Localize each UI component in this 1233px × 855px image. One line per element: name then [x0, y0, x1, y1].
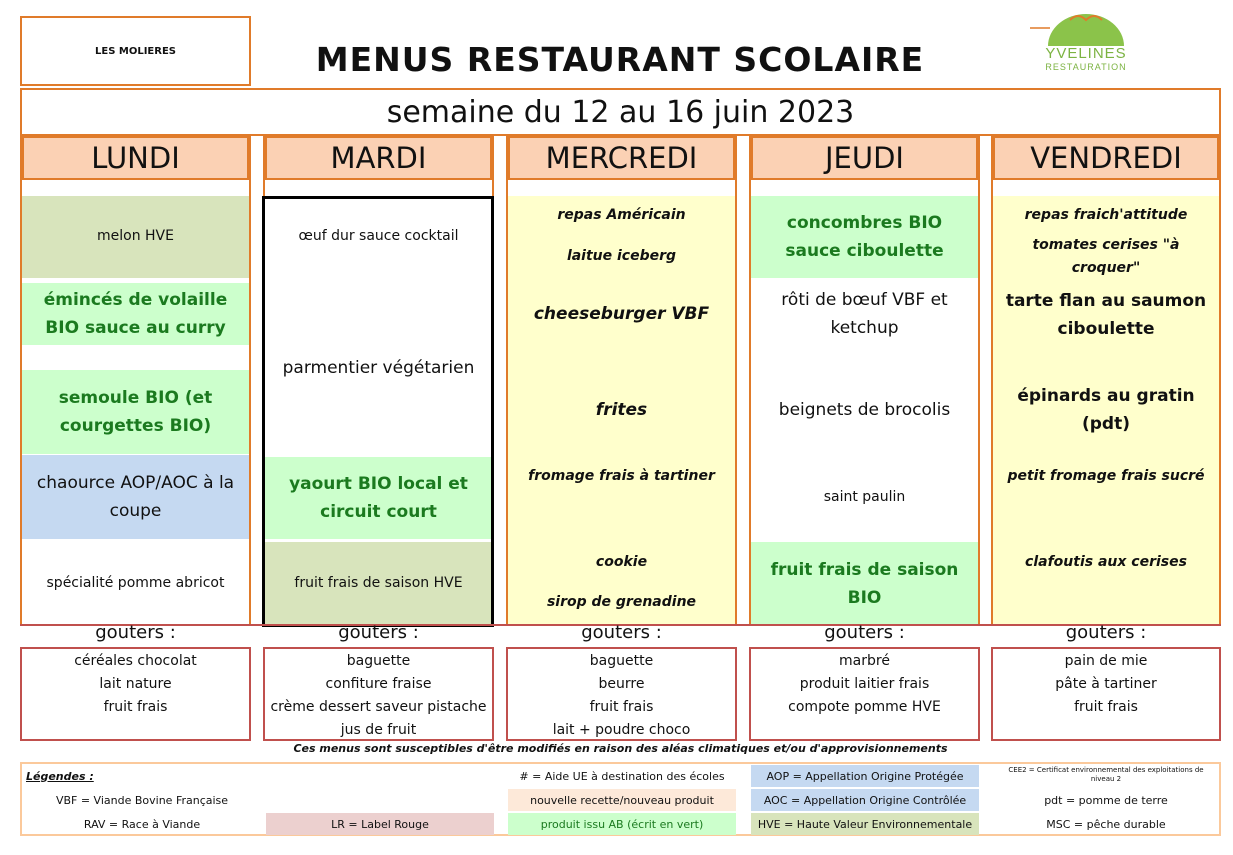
gouter-box-jeudi	[749, 647, 980, 741]
gouter-label: gouters :	[824, 622, 905, 643]
menu-item-laitage: yaourt BIO local et circuit court	[265, 457, 492, 539]
day-column-mercredi	[506, 136, 737, 626]
gouter-item: fruit frais	[589, 699, 654, 715]
gouter-item: lait nature	[99, 676, 172, 692]
menu-item-laitage: petit fromage frais sucré	[1007, 468, 1205, 485]
week-title: semaine du 12 au 16 juin 2023	[20, 88, 1221, 136]
highlight-frame	[262, 196, 494, 627]
day-header-vendredi: VENDREDI	[993, 136, 1219, 180]
gouter-item: compote pomme HVE	[788, 699, 941, 715]
menu-item-entree: œuf dur sauce cocktail	[298, 228, 459, 245]
gouter-box-mardi	[263, 647, 494, 741]
menu-item-accompagnement: frites	[595, 399, 648, 420]
menu-item-plat: tarte flan au saumon ciboulette	[1005, 290, 1207, 339]
gouter-item: jus de fruit	[340, 722, 417, 738]
gouter-label: gouters :	[581, 622, 662, 643]
gouter-item: confiture fraise	[325, 676, 432, 692]
gouter-item: baguette	[346, 653, 411, 669]
gouter-item: céréales chocolat	[74, 653, 197, 669]
gouter-item: baguette	[589, 653, 654, 669]
menu-item-dessert: clafoutis aux cerises	[1025, 554, 1187, 571]
day-column-lundi	[20, 136, 251, 626]
legend-pdt: pdt = pomme de terre	[1044, 793, 1168, 807]
gouter-item: fruit frais	[103, 699, 168, 715]
legend-vbf: VBF = Viande Bovine Française	[55, 793, 229, 807]
menu-item-dessert: fruit frais de saison BIO	[751, 542, 978, 626]
day-column-vendredi	[991, 136, 1221, 626]
menu-item-accompagnement: semoule BIO (et courgettes BIO)	[22, 370, 249, 454]
menu-item-plat: cheeseburger VBF	[533, 303, 710, 324]
gouter-item: marbré	[839, 653, 890, 669]
page-title: MENUS RESTAURANT SCOLAIRE	[315, 40, 925, 79]
legend-hve: HVE = Haute Valeur Environnementale	[751, 813, 979, 835]
day-header-lundi: LUNDI	[22, 136, 249, 180]
day-header-jeudi: JEUDI	[751, 136, 978, 180]
gouter-item: crème dessert saveur pistache	[270, 699, 487, 715]
legend-box	[20, 762, 1221, 836]
menu-item-dessert: fruit frais de saison HVE	[265, 542, 492, 626]
menu-item-accompagnement: beignets de brocolis	[778, 399, 951, 420]
gouter-item: pâte à tartiner	[1055, 676, 1157, 692]
gouter-item: fruit frais	[1074, 699, 1138, 715]
menu-item-boisson: sirop de grenadine	[546, 594, 697, 611]
gouter-box-mercredi	[506, 647, 737, 741]
svg-text:RESTAURATION: RESTAURATION	[1045, 62, 1127, 72]
legend-rav: RAV = Race à Viande	[83, 817, 201, 831]
menu-item-dessert: spécialité pomme abricot	[46, 575, 225, 592]
gouter-label: gouters :	[1065, 622, 1147, 643]
legend-aide-ue: # = Aide UE à destination des écoles	[519, 769, 725, 783]
gouter-item: pain de mie	[1064, 653, 1148, 669]
yvelines-restauration-logo	[1020, 6, 1150, 76]
svg-text:YVELINES: YVELINES	[1045, 45, 1127, 62]
gouter-item: produit laitier frais	[799, 676, 930, 692]
gouter-label: gouters :	[338, 622, 419, 643]
school-name: LES MOLIERES	[20, 16, 251, 86]
gouter-label: gouters :	[95, 622, 176, 643]
legend-cee2: CEE2 = Certificat environnemental des exploitations de niveau 2	[1008, 766, 1204, 783]
menu-theme: repas fraich'attitude	[1024, 207, 1188, 224]
legend-msc: MSC = pêche durable	[1046, 817, 1166, 831]
menu-item-fromage: chaource AOP/AOC à la coupe	[22, 455, 249, 539]
day-column-jeudi	[749, 136, 980, 626]
legend-title: Légendes :	[26, 769, 94, 783]
legend-aop: AOP = Appellation Origine Protégée	[751, 765, 979, 787]
menu-item-entree: melon HVE	[22, 196, 249, 278]
menu-item-entree: laitue iceberg	[566, 248, 677, 265]
gouter-box-vendredi	[991, 647, 1221, 741]
menu-item-plat: parmentier végétarien	[282, 357, 475, 378]
disclaimer-note: Ces menus sont susceptibles d'être modifiés en raison des aléas climatiques et/ou d'approvisionnements	[293, 742, 948, 755]
legend-ab: produit issu AB (écrit en vert)	[508, 813, 736, 835]
menu-item-plat: rôti de bœuf VBF et ketchup	[781, 289, 948, 338]
legend-nouvelle: nouvelle recette/nouveau produit	[508, 789, 736, 811]
menu-item-entree: concombres BIO sauce ciboulette	[751, 196, 978, 278]
menu-item-entree: tomates cerises "à croquer"	[1032, 236, 1180, 276]
logo-icon	[1020, 6, 1150, 76]
gouter-item: lait + poudre choco	[552, 722, 691, 738]
menu-item-dessert: cookie	[595, 554, 648, 571]
legend-aoc: AOC = Appellation Origine Contrôlée	[751, 789, 979, 811]
menu-item-fromage: saint paulin	[823, 489, 906, 506]
menu-theme: repas Américain	[557, 207, 686, 224]
menu-item-fromage: fromage frais à tartiner	[528, 468, 715, 485]
gouter-box-lundi	[20, 647, 251, 741]
menu-item-accompagnement: épinards au gratin (pdt)	[1017, 385, 1195, 434]
legend-lr: LR = Label Rouge	[266, 813, 494, 835]
gouter-item: beurre	[598, 676, 645, 692]
menu-item-plat: émincés de volaille BIO sauce au curry	[22, 283, 249, 345]
day-header-mercredi: MERCREDI	[508, 136, 735, 180]
day-header-mardi: MARDI	[265, 136, 492, 180]
